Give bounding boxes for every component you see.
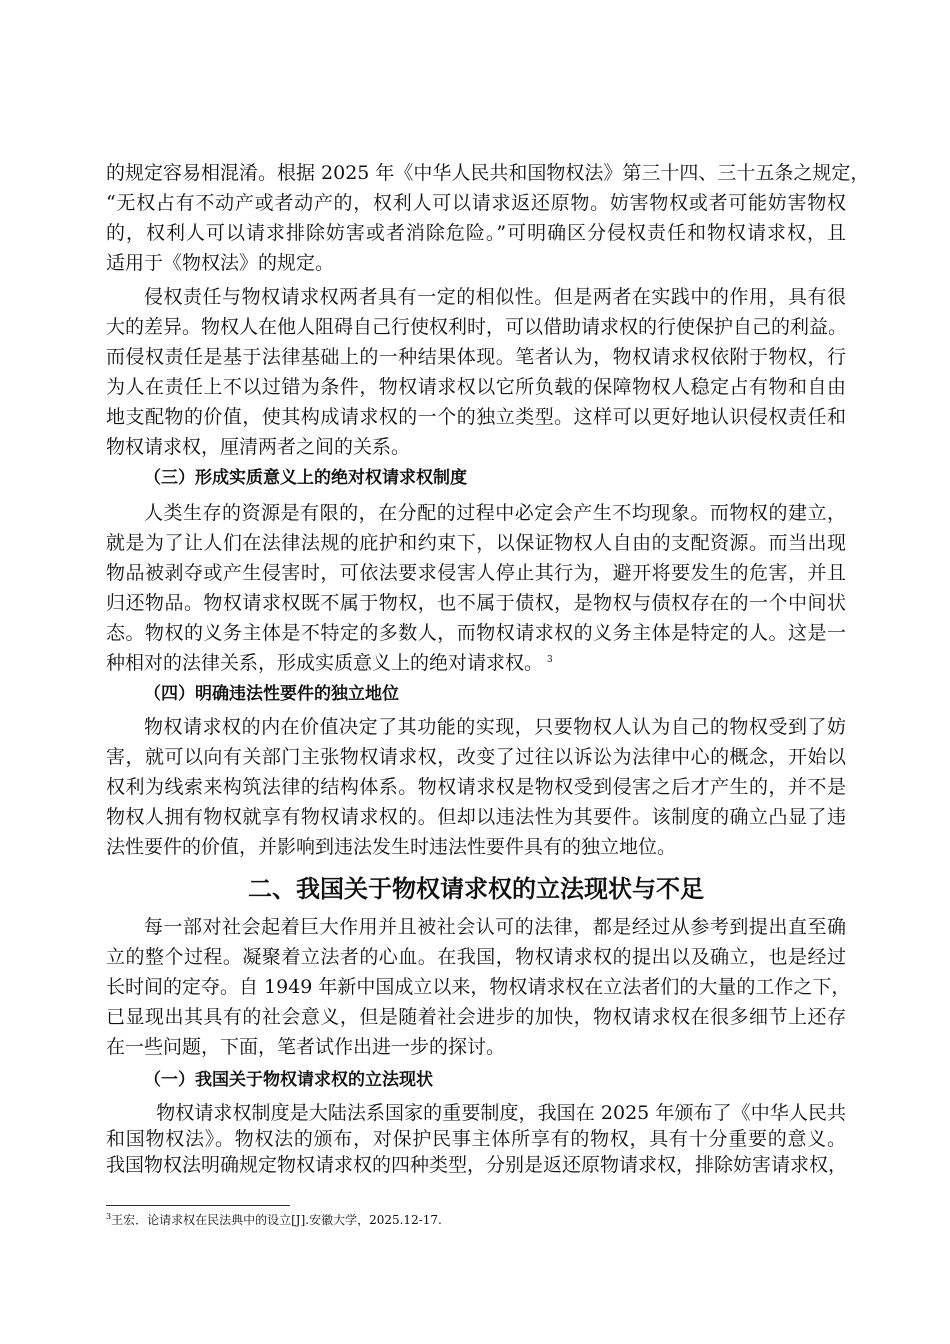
paragraph-2-line-5: 地支配物的价值，使其构成请求权的一个的独立类型。这样可以更好地认识侵权责任和 — [106, 406, 846, 428]
paragraph-3-line-6 — [106, 650, 846, 676]
paragraph-2-line-1: 侵权责任与物权请求权两者具有一定的相似性。但是两者在实践中的作用，具有很 — [144, 286, 846, 308]
section-title: 二、我国关于物权请求权的立法现状与不足 — [248, 875, 704, 903]
paragraph-1-line-2: “无权占有不动产或者动产的，权利人可以请求返还原物。妨害物权或者可能妨害物权 — [106, 192, 846, 214]
paragraph-3-line-6-text: 种相对的法律关系，形成实质意义上的绝对请求权。 — [106, 652, 544, 674]
paragraph-3-line-2: 就是为了让人们在法律法规的庇护和约束下，以保证物权人自由的支配资源。而当出现 — [106, 532, 846, 554]
footnote — [106, 1212, 442, 1228]
paragraph-5-line-3: 长时间的定夺。自 1949 年新中国成立以来，物权请求权在立法者们的大量的工作之下， — [106, 976, 851, 998]
paragraph-5-line-5: 在一些问题，下面，笔者试作出进一步的探讨。 — [106, 1036, 506, 1058]
subheading-4: （四）明确违法性要件的独立地位 — [144, 684, 399, 704]
paragraph-3-line-5: 态。物权的义务主体是不特定的多数人，而物权请求权的义务主体是特定的人。这是一 — [106, 622, 846, 644]
paragraph-4-line-4: 物权人拥有物权就享有物权请求权的。但却以违法性为其要件。该制度的确立凸显了违 — [106, 806, 846, 828]
paragraph-4-line-1: 物权请求权的内在价值决定了其功能的实现，只要物权人认为自己的物权受到了妨 — [144, 716, 846, 738]
paragraph-3-line-1: 人类生存的资源是有限的，在分配的过程中必定会产生不均现象。而物权的建立， — [144, 502, 846, 524]
paragraph-4-line-5: 法性要件的价值，并影响到违法发生时违法性要件具有的独立地位。 — [106, 836, 677, 858]
footnote-mark: 3 — [106, 1212, 112, 1221]
paragraph-3-line-3: 物品被剥夺或产生侵害时，可依法要求侵害人停止其行为，避开将要发生的危害，并且 — [106, 562, 846, 584]
paragraph-2-line-4: 为人在责任上不以过错为条件，物权请求权以它所负载的保障物权人稳定占有物和自由 — [106, 376, 846, 398]
paragraph-2-line-3: 而侵权责任是基于法律基础上的一种结果体现。笔者认为，物权请求权依附于物权，行 — [106, 346, 846, 368]
paragraph-5-line-4: 已显现出其具有的社会意义，但是随着社会进步的加快，物权请求权在很多细节上还存 — [106, 1006, 846, 1028]
subheading-1: （一）我国关于物权请求权的立法现状 — [144, 1070, 433, 1090]
paragraph-6-line-3: 我国物权法明确规定物权请求权的四种类型，分别是返还原物请求权，排除妨害请求权， — [106, 1154, 848, 1176]
paragraph-2-line-6: 物权请求权，厘清两者之间的关系。 — [106, 436, 411, 458]
paragraph-5-line-1: 每一部对社会起着巨大作用并且被社会认可的法律，都是经过从参考到提出直至确 — [144, 916, 846, 938]
subheading-3: （三）形成实质意义上的绝对权请求权制度 — [144, 468, 467, 488]
footnote-separator — [106, 1205, 290, 1206]
paragraph-4-line-2: 害，就可以向有关部门主张物权请求权，改变了过往以诉讼为法律中心的概念，开始以 — [106, 746, 846, 768]
paragraph-6-line-1: 物权请求权制度是大陆法系国家的重要制度，我国在 2025 年颁布了《中华人民共 — [144, 1102, 846, 1124]
paragraph-5-line-2: 立的整个过程。凝聚着立法者的心血。在我国，物权请求权的提出以及确立，也是经过 — [106, 946, 846, 968]
paragraph-4-line-3: 权利为线索来构筑法律的结构体系。物权请求权是物权受到侵害之后才产生的，并不是 — [106, 776, 846, 798]
paragraph-2-line-2: 大的差异。物权人在他人阻碍自己行使权利时，可以借助请求权的行使保护自己的利益。 — [106, 316, 848, 338]
footnote-text: 王宏．论请求权在民法典中的设立[J].安徽大学，2025.12-17. — [111, 1213, 442, 1227]
footnote-reference[interactable]: 3 — [547, 654, 553, 665]
paragraph-1-line-1: 的规定容易相混淆。根据 2025 年《中华人民共和国物权法》第三十四、三十五条之规定， — [106, 162, 870, 184]
paragraph-1-line-4: 适用于《物权法》的规定。 — [106, 252, 335, 274]
paragraph-1-line-3: 的，权利人可以请求排除妨害或者消除危险。”可明确区分侵权责任和物权请求权，且 — [106, 222, 846, 244]
paragraph-6-line-2: 和国物权法》。物权法的颁布，对保护民事主体所享有的物权，具有十分重要的意义。 — [106, 1128, 846, 1150]
paragraph-3-line-4: 归还物品。物权请求权既不属于物权，也不属于债权，是物权与债权存在的一个中间状 — [106, 592, 846, 614]
